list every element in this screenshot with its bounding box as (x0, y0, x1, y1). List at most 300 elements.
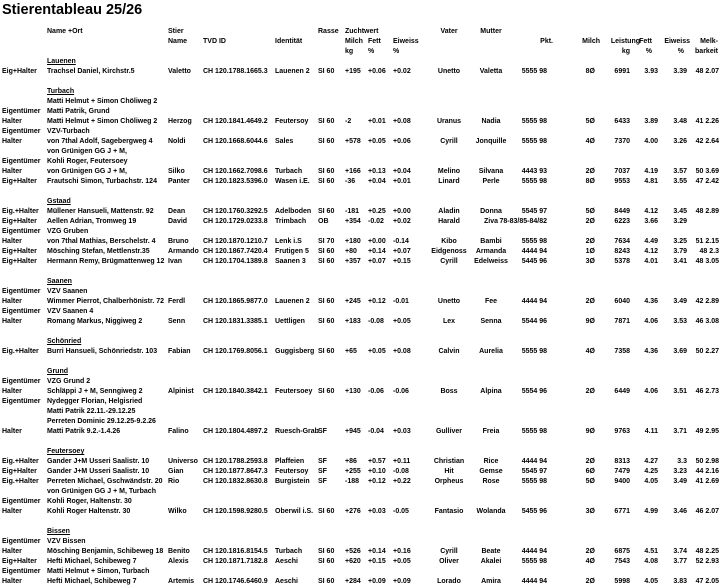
breed-code: SF (318, 458, 327, 465)
col-header-name: Name (168, 38, 188, 45)
lactation-count: 5Ø (585, 478, 595, 485)
owner-name: Hefti Michael, Schibeweg 7 (47, 558, 137, 565)
bull-data-row (0, 457, 720, 467)
zw-milk: +354 (345, 218, 361, 225)
fat-pct: 4.36 (644, 348, 658, 355)
yield-kg: 5378 (614, 258, 630, 265)
protein-pct: 3.29 (673, 218, 687, 225)
fat-pct: 4.08 (644, 558, 658, 565)
owner-name: Perreten Dominic 29.12.25-9.2.26 (47, 418, 156, 425)
sire-name: Kibo (441, 238, 457, 245)
bull-name: Panter (168, 178, 190, 185)
bull-name: Senn (168, 318, 186, 325)
yield-kg: 7370 (614, 138, 630, 145)
fat-pct: 4.49 (644, 238, 658, 245)
zw-fat: +0.07 (368, 258, 386, 265)
zw-milk: +578 (345, 138, 361, 145)
points: 5555 98 (521, 558, 547, 565)
owner-line-row (0, 147, 720, 157)
bull-data-row (0, 467, 720, 477)
owner-line-row (0, 497, 720, 507)
owner-name: von Grünigen GG J + M, Turbach (47, 488, 156, 495)
owner-line-row (0, 417, 720, 427)
milkability: 50 2.98 (695, 458, 719, 465)
protein-pct: 3.51 (673, 388, 687, 395)
sire-name: Melino (437, 168, 461, 175)
owner-name: Gander J+M Usseri Saalistr. 10 (47, 468, 150, 475)
lactation-count: 2Ø (585, 388, 595, 395)
bull-name: Ferdl (168, 298, 186, 305)
zw-protein: -0.01 (393, 298, 409, 305)
dam-name: Rice (483, 458, 499, 465)
bull-name: Herzog (168, 118, 192, 125)
protein-pct: 3.49 (673, 478, 687, 485)
section-header-row (0, 337, 720, 347)
points: 5455 96 (521, 508, 547, 515)
tvd-id: CH 120.1788.1665.3 (203, 68, 268, 75)
milkability: 42 2.89 (695, 298, 719, 305)
milkability: 41 2.69 (695, 478, 719, 485)
col-header-tvd-id: TVD ID (203, 38, 226, 45)
bull-name: Falino (168, 428, 189, 435)
owner-name: Hefti Michael, Schibeweg 7 (47, 578, 137, 585)
bull-name: Silko (168, 168, 185, 175)
dam-name: Beate (481, 548, 501, 555)
points: 5445 96 (521, 258, 547, 265)
zw-milk: +526 (345, 548, 361, 555)
section-name: Turbach (47, 88, 75, 95)
owner-name: VZG Gruben (47, 228, 89, 235)
sire-name: Unetto (437, 68, 461, 75)
breed-code: SF (318, 478, 327, 485)
bull-name: Noldi (168, 138, 186, 145)
sire-name: Aladin (438, 208, 460, 215)
zw-milk: -2 (345, 118, 352, 125)
bull-name: Bruno (168, 238, 189, 245)
zw-protein: +0.16 (393, 548, 411, 555)
bull-data-row (0, 557, 720, 567)
bull-data-row (0, 237, 720, 247)
tvd-id: CH 120.1704.1389.8 (203, 258, 268, 265)
owner-name: Nydegger Florian, Helgisried (47, 398, 143, 405)
breed-code: SF (318, 468, 327, 475)
zw-milk: +86 (345, 458, 357, 465)
tvd-id: CH 120.1831.3385.1 (203, 318, 268, 325)
tvd-id: CH 120.1668.6044.6 (203, 138, 268, 145)
section-name: Saanen (47, 278, 72, 285)
lactation-count: 4Ø (585, 348, 595, 355)
owner-name: VZG Grund 2 (47, 378, 91, 385)
sire-name: Cyrill (440, 138, 458, 145)
fat-pct: 4.00 (644, 138, 658, 145)
yield-kg: 7358 (614, 348, 630, 355)
yield-kg: 8313 (614, 458, 630, 465)
zw-milk: +276 (345, 508, 361, 515)
table-header (0, 27, 720, 57)
fat-pct: 4.12 (644, 248, 658, 255)
milkability: 48 2.25 (695, 548, 719, 555)
zw-milk: +166 (345, 168, 361, 175)
zw-protein: +0.02 (393, 68, 411, 75)
fat-pct: 4.06 (644, 318, 658, 325)
bull-data-row (0, 177, 720, 187)
identity: Ruesch-Grab (275, 428, 319, 435)
dam-name: Edelweiss (474, 258, 508, 265)
points: 5555 98 (521, 348, 547, 355)
bull-name: Fabian (168, 348, 191, 355)
lactation-count: 2Ø (585, 218, 595, 225)
section-name: Lauenen (47, 58, 76, 65)
points: 5555 98 (521, 68, 547, 75)
bull-data-row (0, 347, 720, 357)
tvd-id: CH 120.1746.6460.9 (203, 578, 268, 585)
owner-line-row (0, 377, 720, 387)
role-label: Eigentümer (2, 228, 41, 235)
zw-milk: +284 (345, 578, 361, 585)
lactation-count: 2Ø (585, 298, 595, 305)
bull-data-row (0, 207, 720, 217)
dam-name: Senna (480, 318, 502, 325)
role-label: Eig.+Halter (2, 348, 39, 355)
zw-protein: +0.05 (393, 318, 411, 325)
zw-fat: +0.05 (368, 138, 386, 145)
bull-name: Gian (168, 468, 184, 475)
role-label: Eig+Halter (2, 248, 37, 255)
fat-pct: 4.19 (644, 168, 658, 175)
sire-name: Eidgenoss (431, 248, 467, 255)
protein-pct: 3.57 (673, 168, 687, 175)
yield-kg: 6771 (614, 508, 630, 515)
identity: Feutersoy (275, 118, 309, 125)
owner-name: Hermann Remy, Brügmattenweg 12 (47, 258, 165, 265)
role-label: Halter (2, 168, 22, 175)
zw-milk: +80 (345, 248, 357, 255)
protein-pct: 3.53 (673, 318, 687, 325)
bull-name: Alpinist (168, 388, 194, 395)
col-header-zw-eiweiss-unit: % (393, 48, 400, 55)
sire-name: Lorado (437, 578, 461, 585)
identity: Turbach (275, 168, 303, 175)
milkability: 49 2.95 (695, 428, 719, 435)
lactation-count: 6Ø (585, 468, 595, 475)
zw-fat: +0.01 (368, 118, 386, 125)
breed-code: SI 60 (318, 178, 335, 185)
identity: Aeschi (275, 558, 298, 565)
bull-name: Benito (168, 548, 190, 555)
identity: Feutersoy (275, 468, 309, 475)
fat-pct: 4.05 (644, 478, 658, 485)
protein-pct: 3.77 (673, 558, 687, 565)
milkability: 48 2.89 (695, 208, 719, 215)
zw-protein: +0.08 (393, 348, 411, 355)
tvd-id: CH 120.1867.7420.4 (203, 248, 268, 255)
zw-fat: +0.00 (368, 238, 386, 245)
breed-code: SI 60 (318, 138, 335, 145)
bull-name: Rio (168, 478, 180, 485)
zw-protein: -0.14 (393, 238, 409, 245)
zw-protein: -0.06 (393, 388, 409, 395)
tvd-id: CH 120.1788.2593.8 (203, 458, 268, 465)
sire-name: Hit (444, 468, 454, 475)
bull-name: Wilko (168, 508, 187, 515)
sire-name: Unetto (437, 298, 461, 305)
breed-code: SI 70 (318, 238, 335, 245)
yield-kg: 7479 (614, 468, 630, 475)
lactation-count: 3Ø (585, 258, 595, 265)
points: 4444 94 (521, 548, 547, 555)
col-header-rasse: Rasse (318, 28, 339, 35)
section-name: Grund (47, 368, 68, 375)
zw-protein: +0.11 (393, 458, 411, 465)
points: 4444 94 (521, 458, 547, 465)
breed-code: SI 60 (318, 318, 335, 325)
table-header-row-2 (0, 37, 720, 47)
fat-pct: 4.99 (644, 508, 658, 515)
tvd-id: CH 120.1662.7098.6 (203, 168, 268, 175)
owner-name: Romang Markus, Niggiweg 2 (47, 318, 143, 325)
points: 5544 96 (521, 318, 547, 325)
section (0, 277, 720, 327)
points: 4443 93 (521, 168, 547, 175)
section (0, 337, 720, 357)
sire-name: Cyrill (440, 548, 458, 555)
points: 78-83/85-84/82 (499, 218, 547, 225)
tvd-id: CH 120.1598.9280.5 (203, 508, 268, 515)
milkability: 47 2.05 (695, 578, 719, 585)
col-header-mutter: Mutter (480, 28, 502, 35)
lactation-count: 2Ø (585, 168, 595, 175)
protein-pct: 3.39 (673, 68, 687, 75)
role-label: Eig+Halter (2, 68, 37, 75)
yield-kg: 8449 (614, 208, 630, 215)
breed-code: SI 60 (318, 558, 335, 565)
owner-name: Matti Patrik 9.2.-1.4.26 (47, 428, 121, 435)
zw-protein: +0.00 (393, 208, 411, 215)
breed-code: OB (318, 218, 329, 225)
tvd-id: CH 120.1804.4897.2 (203, 428, 268, 435)
zw-protein: +0.09 (393, 578, 411, 585)
protein-pct: 3.45 (673, 208, 687, 215)
section-name: Feutersoey (47, 448, 85, 455)
role-label: Eigentümer (2, 538, 41, 545)
col-header-zuchtwert: Zuchtwert (345, 28, 379, 35)
protein-pct: 3.71 (673, 428, 687, 435)
yield-kg: 6223 (614, 218, 630, 225)
bull-data-row (0, 507, 720, 517)
zw-milk: +183 (345, 318, 361, 325)
col-header-melk-1: Melk- (700, 38, 718, 45)
bull-data-row (0, 427, 720, 437)
lactation-count: 2Ø (585, 238, 595, 245)
owner-name: Matti Helmut + Simon Chöliweg 2 (47, 118, 158, 125)
owner-name: Burri Hansueli, Schönriedstr. 103 (47, 348, 158, 355)
zw-fat: +0.06 (368, 68, 386, 75)
bull-data-row (0, 247, 720, 257)
dam-name: Freia (482, 428, 500, 435)
section-header-row (0, 367, 720, 377)
section-header-row (0, 197, 720, 207)
zw-fat: -0.08 (368, 318, 384, 325)
owner-line-row (0, 157, 720, 167)
role-label: Eigentümer (2, 158, 41, 165)
section-header-row (0, 527, 720, 537)
fat-pct: 4.11 (644, 428, 658, 435)
owner-line-row (0, 487, 720, 497)
owner-name: Mösching Benjamin, Schibeweg 18 (47, 548, 164, 555)
lactation-count: 4Ø (585, 558, 595, 565)
fat-pct: 4.12 (644, 208, 658, 215)
breed-code: SI 60 (318, 298, 335, 305)
zw-milk: +255 (345, 468, 361, 475)
zw-protein: +0.02 (393, 218, 411, 225)
zw-fat: -0.04 (368, 428, 384, 435)
col-header-melk-2: barkeit (695, 48, 718, 55)
bull-data-row (0, 257, 720, 267)
identity: Lauenen 2 (275, 68, 310, 75)
bull-name: Ivan (168, 258, 183, 265)
lactation-count: 5Ø (585, 118, 595, 125)
section (0, 87, 720, 187)
owner-line-row (0, 127, 720, 137)
zw-fat: +0.09 (368, 578, 386, 585)
breed-code: SI 60 (318, 68, 335, 75)
tvd-id: CH 120.1729.0233.8 (203, 218, 268, 225)
tvd-id: CH 120.1769.8056.1 (203, 348, 268, 355)
yield-kg: 7634 (614, 238, 630, 245)
zw-fat: +0.14 (368, 548, 386, 555)
sire-name: Gulliver (435, 428, 463, 435)
sire-name: Calvin (438, 348, 460, 355)
zw-fat: +0.14 (368, 248, 386, 255)
dam-name: Silvana (478, 168, 504, 175)
role-label: Eig.+Halter (2, 478, 39, 485)
identity: Burgistein (275, 478, 310, 485)
zw-fat: +0.13 (368, 168, 386, 175)
points: 5555 98 (521, 238, 547, 245)
bull-data-row (0, 547, 720, 557)
protein-pct: 3.48 (673, 118, 687, 125)
bull-data-row (0, 167, 720, 177)
fat-pct: 3.66 (644, 218, 658, 225)
bull-data-row (0, 67, 720, 77)
role-label: Eig+Halter (2, 558, 37, 565)
protein-pct: 3.26 (673, 138, 687, 145)
zw-milk: +195 (345, 68, 361, 75)
zw-protein: +0.06 (393, 138, 411, 145)
milkability: 41 2.26 (695, 118, 719, 125)
role-label: Eigentümer (2, 568, 41, 575)
section-name: Gstaad (47, 198, 71, 205)
role-label: Halter (2, 138, 22, 145)
protein-pct: 3.41 (673, 258, 687, 265)
fat-pct: 4.01 (644, 258, 658, 265)
zw-milk: +245 (345, 298, 361, 305)
owner-name: Kohli Roger, Haltenstr. 30 (47, 498, 132, 505)
role-label: Eig+Halter (2, 218, 37, 225)
tvd-id: CH 120.1816.8154.5 (203, 548, 268, 555)
breed-code: SI 60 (318, 578, 335, 585)
section-name: Schönried (47, 338, 82, 345)
dam-name: Akalei (480, 558, 502, 565)
col-header-zw-milch-unit: kg (345, 48, 354, 55)
milkability: 50 3.69 (695, 168, 719, 175)
dam-name: Nadia (481, 118, 501, 125)
identity: Lauenen 2 (275, 298, 310, 305)
milkability: 47 2.42 (695, 178, 719, 185)
lactation-count: 1Ø (585, 248, 595, 255)
protein-pct: 3.23 (673, 468, 687, 475)
tvd-id: CH 120.1840.3842.1 (203, 388, 268, 395)
tvd-id: CH 120.1760.3292.5 (203, 208, 268, 215)
zw-fat: -0.02 (368, 218, 384, 225)
section (0, 447, 720, 517)
fat-pct: 4.27 (644, 458, 658, 465)
zw-milk: +65 (345, 348, 357, 355)
zw-fat: +0.57 (368, 458, 386, 465)
protein-pct: 3.46 (673, 508, 687, 515)
milkability: 42 2.64 (695, 138, 719, 145)
owner-line-row (0, 567, 720, 577)
yield-kg: 9763 (614, 428, 630, 435)
zw-fat: +0.04 (368, 178, 386, 185)
tvd-id: CH 120.1870.1210.7 (203, 238, 268, 245)
col-header-fett: Fett (639, 38, 652, 45)
bull-data-row (0, 317, 720, 327)
dam-name: Alpina (480, 388, 502, 395)
bull-data-row (0, 117, 720, 127)
section-header-row (0, 277, 720, 287)
role-label: Eigentümer (2, 378, 41, 385)
section (0, 527, 720, 587)
points: 5555 98 (521, 478, 547, 485)
zw-protein: +0.01 (393, 178, 411, 185)
protein-pct: 3.49 (673, 298, 687, 305)
col-header-eiweiss: Eiweiss (664, 38, 690, 45)
role-label: Eigentümer (2, 288, 41, 295)
dam-name: Donna (480, 208, 502, 215)
bull-data-row (0, 137, 720, 147)
yield-kg: 9553 (614, 178, 630, 185)
fat-pct: 4.51 (644, 548, 658, 555)
zw-protein: +0.22 (393, 478, 411, 485)
section-header-row (0, 447, 720, 457)
sire-name: Fantasio (434, 508, 464, 515)
owner-name: Müllener Hansueli, Mattenstr. 92 (47, 208, 154, 215)
zw-milk: -181 (345, 208, 360, 215)
col-header-name-ort: Name +Ort (47, 28, 83, 35)
owner-name: Matti Helmut + Simon, Turbach (47, 568, 150, 575)
owner-name: VZV Saanen (47, 288, 88, 295)
zw-protein: +0.15 (393, 258, 411, 265)
milkability: 52 2.93 (695, 558, 719, 565)
col-header-pkt: Pkt. (540, 38, 553, 45)
milkability: 48 2.3 (699, 248, 719, 255)
identity: Uettligen (275, 318, 305, 325)
bull-name: Artemis (168, 578, 195, 585)
milkability: 46 2.73 (695, 388, 719, 395)
col-header-eiweiss-unit: % (677, 48, 684, 55)
dam-name: Ziva (483, 218, 498, 225)
col-header-milch: Milch (582, 38, 600, 45)
fat-pct: 4.06 (644, 388, 658, 395)
yield-kg: 9400 (614, 478, 630, 485)
points: 4444 94 (521, 248, 547, 255)
identity: Plaffeien (275, 458, 305, 465)
identity: Oberwil i.S. (275, 508, 314, 515)
col-header-zw-eiweiss: Eiweiss (393, 38, 419, 45)
role-label: Eig.+Halter (2, 208, 39, 215)
fat-pct: 4.25 (644, 468, 658, 475)
